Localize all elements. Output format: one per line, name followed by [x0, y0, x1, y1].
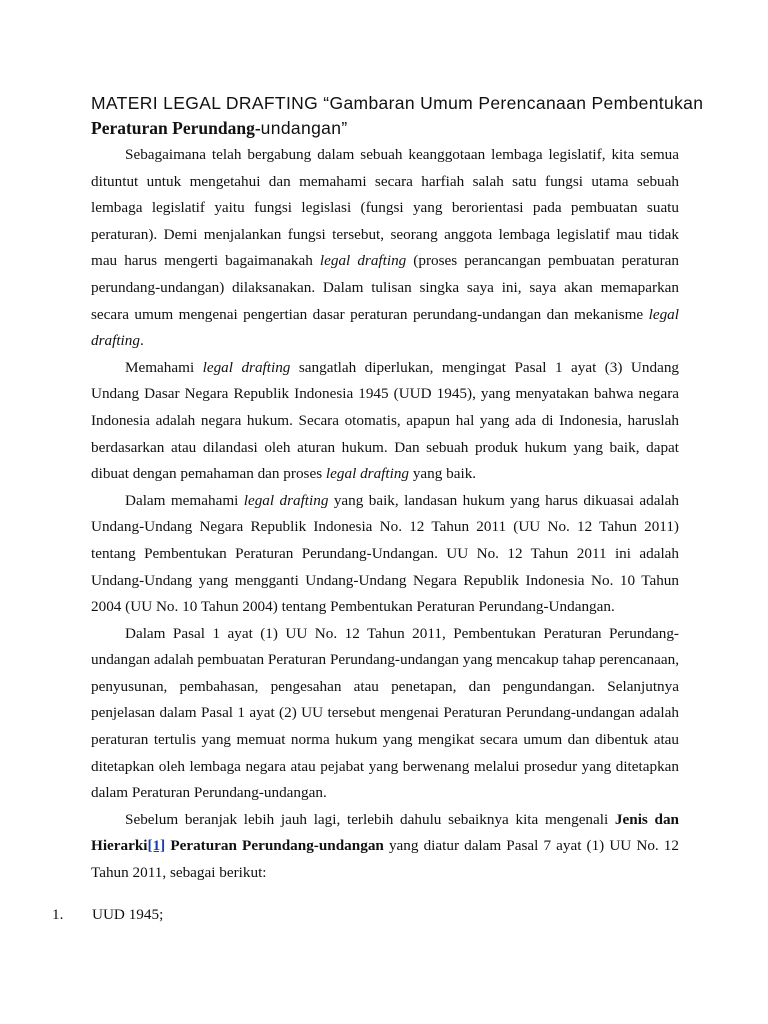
p5-text-c: yang diatur dalam Pasal 7 ayat (1) UU No. 12 Tahun 2011, sebagai berikut: — [91, 837, 679, 882]
p5-text-a: Sebelum beranjak lebih jauh lagi, terlebih dahulu sebaiknya kita mengenali — [125, 810, 615, 828]
title-bold-part: Peraturan Perundang- — [91, 118, 261, 138]
paragraph-3 — [91, 488, 679, 621]
list-item-text: UUD 1945; — [92, 906, 164, 923]
footnote-link-1[interactable]: [1] — [147, 837, 166, 855]
p2-italic-2: legal drafting — [325, 465, 410, 483]
p2-text-c: yang baik. — [409, 465, 477, 483]
paragraph-5 — [91, 807, 679, 887]
document-title — [91, 91, 711, 141]
title-line-2 — [91, 116, 711, 141]
p5-bold-1: Jenis dan Hierarki — [91, 810, 679, 855]
p1-text-b: (proses perancangan pembuatan peraturan perundang-undangan) dilaksanakan. Dalam tulisan singka saya ini, saya akan memaparkan secara umum mengenai pengertian dasar peraturan perundang-undangan dan mekanisme — [91, 252, 679, 323]
document-body — [91, 142, 679, 887]
title-rest-part: undangan” — [260, 118, 348, 138]
p3-text-b: yang baik, landasan hukum yang harus dikuasai adalah Undang-Undang Negara Republik Indonesia No. 12 Tahun 2011 (UU No. 12 Tahun 2011) tentang Pembentukan Peraturan Perundang-Undangan. UU No. 12 Tahun 2011 ini adalah Undang-Undang yang mengganti Undang-Undang Negara Republik Indonesia No. 10 Tahun 2004 (UU No. 10 Tahun 2004) tentang Pembentukan Peraturan Perundang-Undangan. — [91, 491, 679, 616]
hierarchy-list — [52, 902, 692, 929]
title-line-1: MATERI LEGAL DRAFTING “Gambaran Umum Perencanaan Pembentukan — [91, 93, 704, 113]
list-item — [52, 902, 692, 929]
list-item-number: 1. — [52, 906, 64, 923]
p2-text-a: Memahami — [125, 358, 203, 376]
p1-italic-1: legal drafting — [319, 252, 407, 270]
paragraph-2 — [91, 355, 679, 488]
p1-italic-2: legal drafting — [91, 305, 679, 350]
p5-bold-2: Peraturan Perundang-undangan — [165, 837, 384, 855]
paragraph-1 — [91, 142, 679, 355]
p3-text-a: Dalam memahami — [125, 491, 244, 509]
p2-text-b: sangatlah diperlukan, mengingat Pasal 1 ayat (3) Undang Undang Dasar Negara Republik Indonesia 1945 (UUD 1945), yang menyatakan bahwa negara Indonesia adalah negara hukum. Secara otomatis, apapun hal yang ada di Indonesia, haruslah berdasarkan atau dilandasi oleh aturan hukum. Dan sebuah produk hukum yang baik, dapat dibuat dengan pemahaman dan proses — [91, 358, 680, 483]
p1-text-a: Sebagaimana telah bergabung dalam sebuah keanggotaan lembaga legislatif, kita semua dituntut untuk mengetahui dan memahami secara harfiah salah satu fungsi utama sebuah lembaga legislatif yaitu fungsi legislasi (fungsi yang berorientasi pada pembuatan suatu peraturan). Demi menjalankan fungsi tersebut, seorang anggota lembaga legislatif mau tidak mau harus mengerti bagaimanakah — [91, 146, 679, 270]
p1-text-c: . — [139, 332, 144, 350]
p2-italic-1: legal drafting — [202, 358, 291, 376]
paragraph-4: Dalam Pasal 1 ayat (1) UU No. 12 Tahun 2011, Pembentukan Peraturan Perundang-undangan adalah pembuatan Peraturan Perundang-undangan yang mencakup tahap perencanaan, penyusunan, pembahasan, pengesahan atau penetapan, dan pengundangan. Selanjutnya penjelasan dalam Pasal 1 ayat (2) UU tersebut mengenai Peraturan Perundang-undangan adalah peraturan tertulis yang memuat norma hukum yang mengikat secara umum dan dibentuk atau ditetapkan oleh lembaga negara atau pejabat yang berwenang melalui prosedur yang ditetapkan dalam Peraturan Perundang-undangan. — [91, 624, 679, 802]
p3-italic-1: legal drafting — [243, 491, 329, 509]
